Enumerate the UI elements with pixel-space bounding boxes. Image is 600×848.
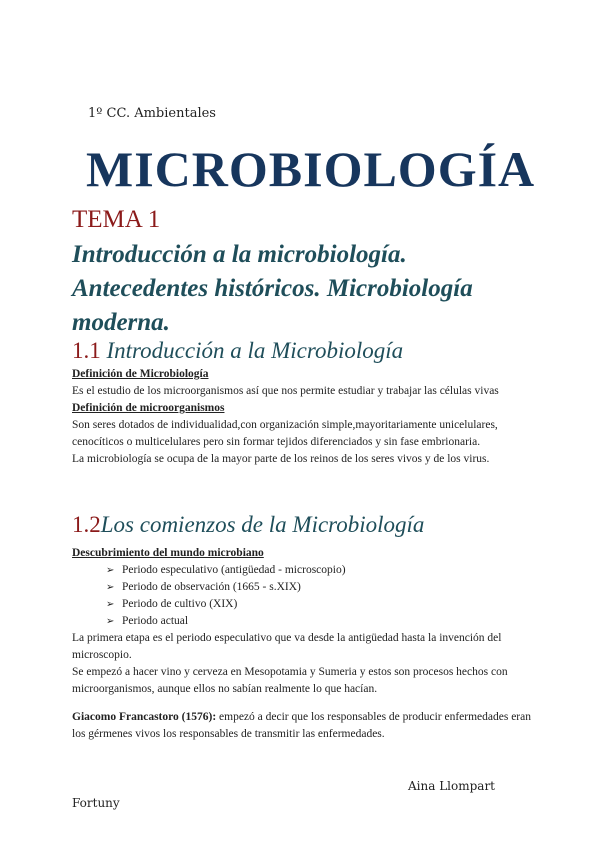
- definition-microorganismos-heading: Definición de microorganismos: [72, 402, 225, 414]
- arrow-bullet-icon: ➢: [106, 582, 115, 593]
- descubrimiento-heading: Descubrimiento del mundo microbiano: [72, 547, 264, 559]
- microbiologia-scope-text: La microbiología se ocupa de la mayor parte de los reinos de los seres vivos y de los virus.: [72, 453, 490, 465]
- list-item: ➢ Periodo de observación (1665 - s.XIX): [106, 579, 532, 596]
- section-2-body: [72, 545, 532, 698]
- section-1-number: 1.1: [72, 338, 101, 363]
- list-item: ➢ Periodo de cultivo (XIX): [106, 596, 532, 613]
- tema-subtitle: Introducción a la microbiología. Antecedentes históricos. Microbiología moderna.: [72, 241, 473, 336]
- list-item: ➢ Periodo especulativo (antigüedad - microscopio): [106, 562, 532, 579]
- section-2-number: 1.2: [72, 512, 101, 537]
- list-item: ➢ Periodo actual: [106, 613, 532, 630]
- fracastoro-paragraph: [72, 709, 532, 743]
- section-1-heading: [72, 338, 403, 364]
- course-label: 1º CC. Ambientales: [88, 106, 216, 121]
- arrow-bullet-icon: ➢: [106, 565, 115, 576]
- fracastoro-name: Giacomo Francastoro (1576):: [72, 711, 217, 723]
- arrow-bullet-icon: ➢: [106, 599, 115, 610]
- section-1-title: Introducción a la Microbiología: [100, 338, 404, 363]
- definition-microbiologia-heading: Definición de Microbiología: [72, 368, 209, 380]
- definition-microbiologia-text: Es el estudio de los microorganismos así que nos permite estudiar y trabajar las células vivas: [72, 385, 499, 397]
- periodo-especulativo-text: La primera etapa es el periodo especulativo que va desde la antigüedad hasta la invención del microscopio.: [72, 632, 502, 661]
- section-2-heading: [72, 512, 424, 538]
- author-surname: Fortuny: [72, 796, 120, 810]
- author-name: Aina Llompart: [408, 779, 496, 793]
- section-1-body: [72, 366, 532, 468]
- mesopotamia-text: Se empezó a hacer vino y cerveza en Mesopotamia y Sumeria y estos son procesos hechos con microorganismos, aunque ellos no sabían realmente lo que hacían.: [72, 666, 508, 695]
- tema-label: TEMA 1: [72, 206, 161, 233]
- definition-microorganismos-text: Son seres dotados de individualidad,con organización simple,mayoritariamente unicelulares, cenocíticos o multicelulares pero sin formar tejidos diferenciados y sin fase embrionaria.: [72, 419, 498, 448]
- page-title: MICROBIOLOGÍA: [86, 141, 536, 197]
- section-2-title: Los comienzos de la Microbiología: [100, 512, 425, 537]
- periods-list: [72, 562, 532, 630]
- arrow-bullet-icon: ➢: [106, 616, 115, 627]
- fracastoro-text: empezó a decir que los responsables de producir enfermedades eran los gérmenes vivos los responsables de transmitir las enfermedades.: [72, 711, 531, 740]
